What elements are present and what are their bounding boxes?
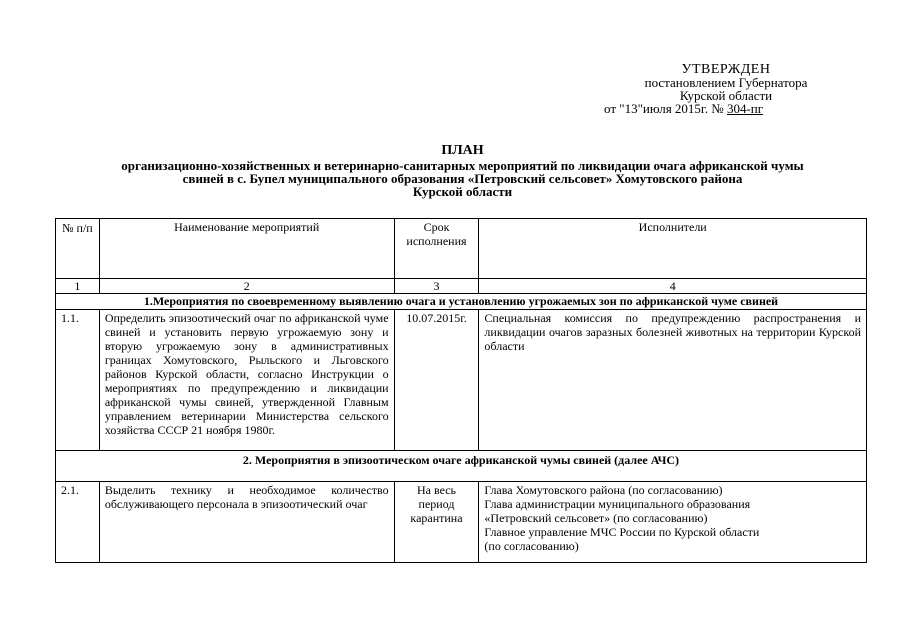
row-name: Определить эпизоотический очаг по африканской чуме свиней и установить первую угрожаемую зону и вторую угрожаемую зону в административных границах Хомутовского, Рыльского и Льговского районов Курской области, согласно Инструкции о мероприятиях по предупреждению и ликвидации африканской чумы свиней, утвержденной Главным управлением ветеринарии Министерства сельского хозяйства СССР 21 ноября 1980г.: [99, 310, 394, 451]
row-name: Выделить технику и необходимое количество обслуживающего персонала в эпизоотический очаг: [99, 482, 394, 563]
column-number: 4: [479, 279, 867, 294]
row-num: 1.1.: [56, 310, 100, 451]
executor-line: Глава Хомутовского района (по согласованию): [484, 483, 723, 497]
approval-line-2: Курской области: [679, 88, 773, 103]
row-executors: Специальная комиссия по предупреждению распространения и ликвидации очагов заразных болезней животных на территории Курской области: [479, 310, 867, 451]
executor-line: Главное управление МЧС России по Курской области: [484, 525, 760, 539]
column-number: 3: [394, 279, 479, 294]
column-number: 1: [56, 279, 100, 294]
plan-title: ПЛАН: [441, 143, 484, 158]
row-term: 10.07.2015г.: [394, 310, 479, 451]
header-num: № п/п: [56, 219, 100, 279]
approval-title: УТВЕРЖДЕН: [681, 62, 771, 77]
header-name: Наименование мероприятий: [99, 219, 394, 279]
section-2-row: [56, 451, 867, 482]
approval-date-line: [596, 102, 856, 115]
executor-line: Глава администрации муниципального образования: [484, 497, 751, 511]
approval-date: от "13"июля 2015г. №: [604, 101, 727, 116]
plan-subtitle-line-3: Курской области: [412, 184, 513, 199]
section-1-title: 1.Мероприятия по своевременному выявлению очага и установлению угрожаемых зон по африканской чуме свиней: [56, 294, 867, 310]
section-2-title: 2. Мероприятия в эпизоотическом очаге африканской чумы свиней (далее АЧС): [56, 451, 867, 482]
approval-block: [596, 63, 856, 115]
executor-line: (по согласованию): [484, 539, 579, 553]
row-executors: [479, 482, 867, 563]
section-1-row: [56, 294, 867, 310]
table-row: [56, 482, 867, 563]
plan-subtitle-line-1: организационно-хозяйственных и ветеринарно-санитарных мероприятий по ликвидации очага африканской чумы: [121, 158, 804, 173]
approval-number: 304-пг: [726, 101, 764, 116]
plan-heading: [60, 144, 865, 198]
row-term: На весь период карантина: [394, 482, 479, 563]
table-row: [56, 310, 867, 451]
plan-subtitle-line-2: свиней в с. Бупел муниципального образования «Петровский сельсовет» Хомутовского района: [182, 171, 743, 186]
approval-line-1: постановлением Губернатора: [644, 75, 808, 90]
plan-table: [55, 218, 867, 563]
column-numbers-row: [56, 279, 867, 294]
table-header-row: [56, 219, 867, 279]
executor-line: «Петровский сельсовет» (по согласованию): [484, 511, 708, 525]
column-number: 2: [99, 279, 394, 294]
header-term: Срок исполнения: [394, 219, 479, 279]
header-executors: Исполнители: [479, 219, 867, 279]
row-num: 2.1.: [56, 482, 100, 563]
